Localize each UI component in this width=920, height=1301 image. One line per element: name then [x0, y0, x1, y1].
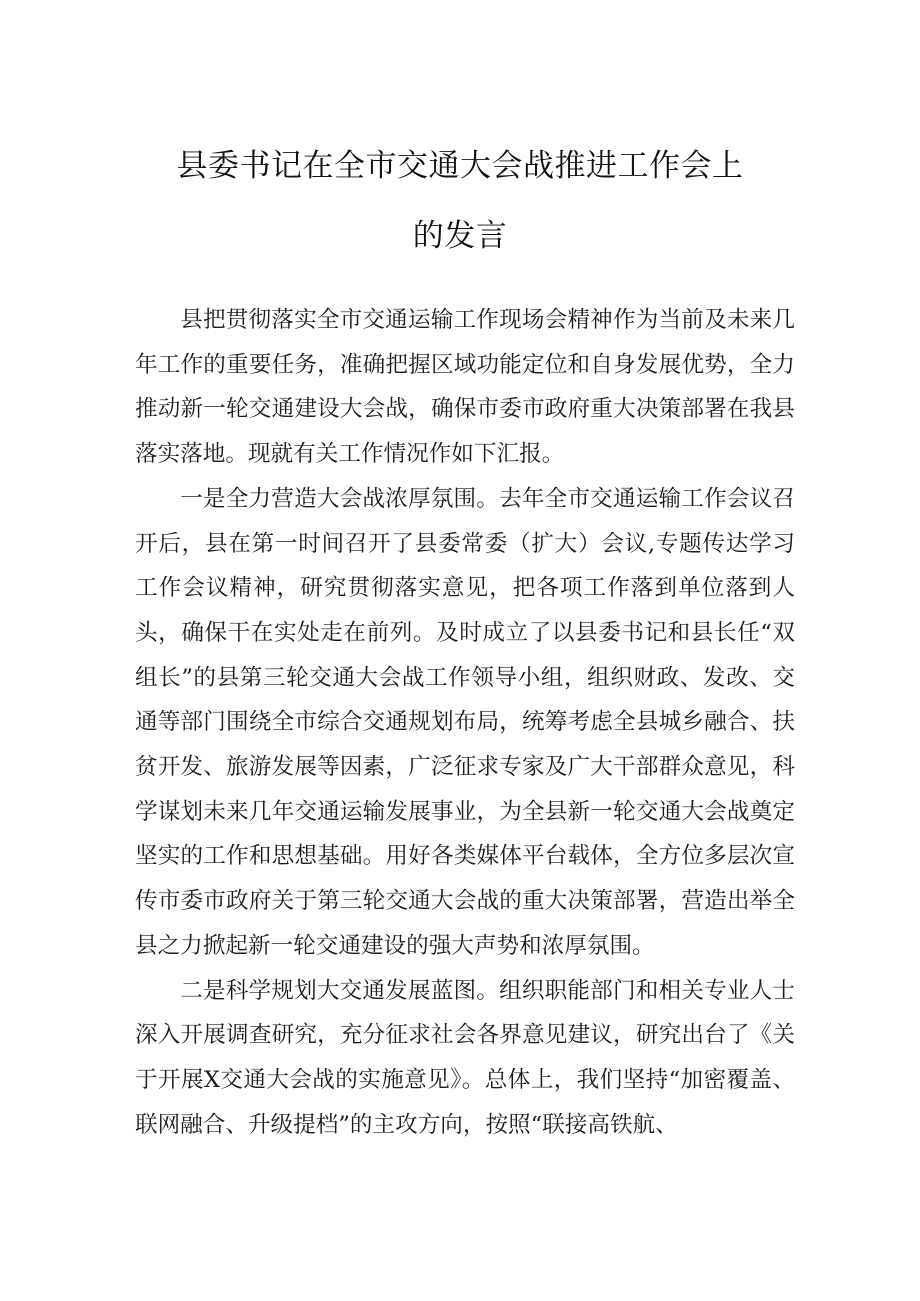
paragraph-point-one: 一是全力营造大会战浓厚氛围。去年全市交通运输工作会议召开后，县在第一时间召开了县委常委（扩大）会议,专题传达学习工作会议精神，研究贯彻落实意见，把各项工作落到单位落到人头，确保干在实处走在前列。及时成立了以县委书记和县长任“双组长”的县第三轮交通大会战工作领导小组，组织财政、发改、交通等部门围绕全市综合交通规划布局，统筹考虑全县城乡融合、扶贫开发、旅游发展等因素，广泛征求专家及广大干部群众意见，科学谋划未来几年交通运输发展事业，为全县新一轮交通大会战奠定坚实的工作和思想基础。用好各类媒体平台载体，全方位多层次宣传市委市政府关于第三轮交通大会战的重大决策部署，营造出举全县之力掀起新一轮交通建设的强大声势和浓厚氛围。	[135, 485, 795, 959]
document-title-line-1: 县委书记在全市交通大会战推进工作会上	[176, 148, 744, 184]
paragraph-intro: 县把贯彻落实全市交通运输工作现场会精神作为当前及未来几年工作的重要任务，准确把握区域功能定位和自身发展优势，全力推动新一轮交通建设大会战，确保市委市政府重大决策部署在我县落实落地。现就有关工作情况作如下汇报。	[135, 307, 795, 468]
paragraph-point-two: 二是科学规划大交通发展蓝图。组织职能部门和相关专业人士深入开展调查研究，充分征求社会各界意见建议，研究出台了《关于开展X交通大会战的实施意见》。总体上，我们坚持“加密覆盖、联网融合、升级提档”的主攻方向，按照“联接高铁航、	[135, 977, 795, 1138]
document-body	[135, 298, 795, 1147]
document-title-line-2: 的发言	[412, 218, 508, 254]
